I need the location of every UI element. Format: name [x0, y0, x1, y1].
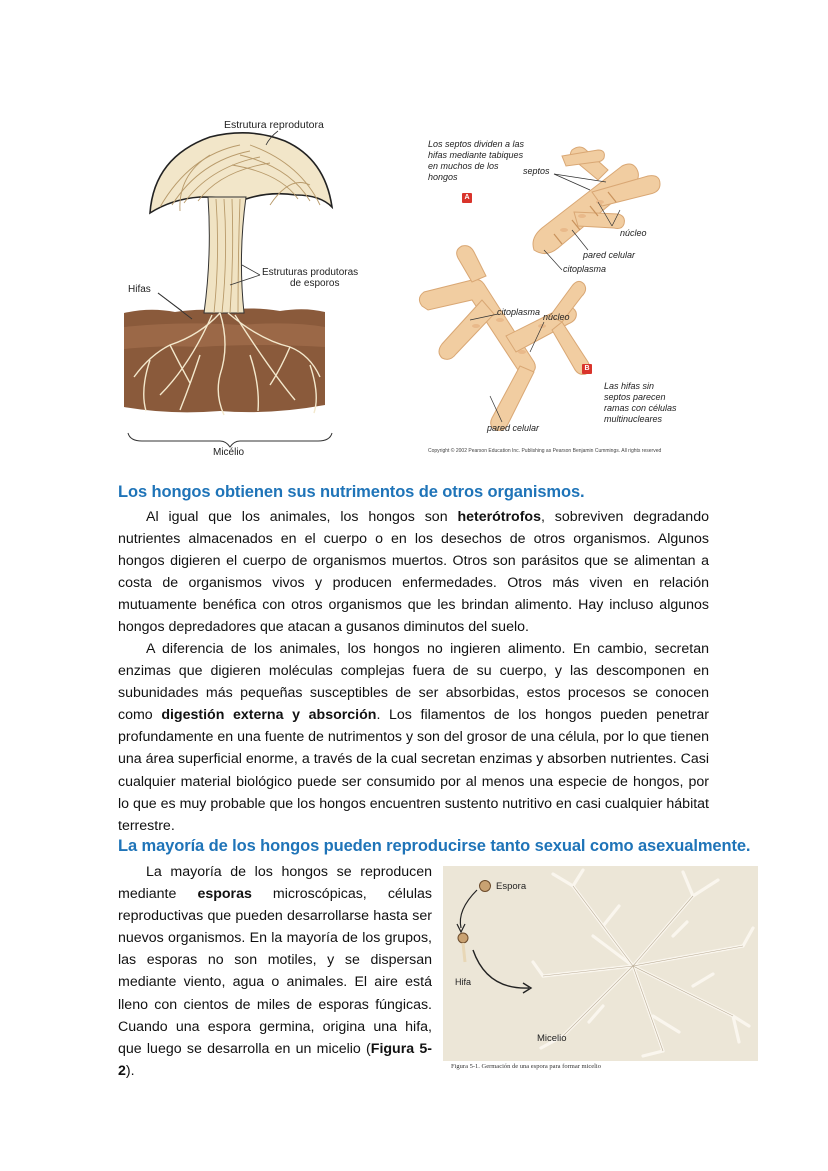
section1-paragraph1: Al igual que los animales, los hongos son heterótrofos, sobreviven degradando nutrientes almacenados en el cuerpo o en los desechos de otros organismos. Algunos hongos digieren el cuerpo de organismos muertos. Otros son parásitos que se alimentan a costa de organismos vivos y producen enfermedades. Otros más viven en relación mutuamente benéfica con otros organismos que les brindan alimento. Hay incluso algunos hongos depredadores que atacan a gusanos diminutos del suelo. — [118, 509, 709, 636]
mushroom-diagram — [120, 115, 390, 465]
badge-a: A — [462, 193, 472, 203]
label-hyphae: Hifas — [128, 284, 151, 295]
label-spore: Espora — [496, 881, 527, 892]
label-nucleus-a: núcleo — [620, 228, 647, 238]
label-cell-wall-b: pared celular — [487, 423, 540, 433]
section2-heading: La mayoría de los hongos pueden reproducirse tanto sexual como asexualmente. — [118, 837, 751, 855]
figure-caption: Figura 5-1. Germación de una espora para formar micelio — [451, 1063, 601, 1070]
term-spores: esporas — [197, 886, 252, 903]
label-septa: septos — [523, 166, 550, 176]
label-mycelium: Micélio — [213, 447, 245, 458]
label-hypha: Hifa — [455, 977, 472, 987]
label-spore-structures-2: de esporos — [290, 278, 340, 289]
term-external-digestion: digestión externa y absorción — [161, 707, 377, 724]
copyright-note: Copyright © 2002 Pearson Education Inc. Publishing as Pearson Benjamin Cummings. All rights reserved — [428, 448, 662, 454]
label-spore-structures-1: Estruturas produtoras — [262, 267, 359, 278]
section1-heading: Los hongos obtienen sus nutrimentos de otros organismos. — [118, 483, 585, 501]
germination-diagram — [443, 866, 758, 1061]
label-mycelium-fig3: Micelio — [537, 1033, 567, 1044]
no-septa-note: Las hifas sin septos parecen ramas con células multinucleares — [604, 381, 677, 424]
figure-reference: Figura 5-2 — [118, 1040, 432, 1079]
label-nucleus-b: núcleo — [543, 312, 570, 322]
term-heterotrophs: heterótrofos — [457, 509, 541, 525]
badge-b: B — [582, 364, 592, 374]
label-cytoplasm-a: citoplasma — [563, 264, 607, 274]
label-reproductive-structure: Estrutura reprodutora — [224, 119, 324, 131]
septa-note: Los septos dividen a las hifas mediante tabiques en muchos de los hongos — [428, 139, 525, 182]
section1-paragraph2: A diferencia de los animales, los hongos no ingieren alimento. En cambio, secretan enzimas que digieren moléculas complejas fuera de su cuerpo, y las descomponen en subunidades más pequeñas susceptibles de ser absorbidas, estos procesos se conocen como digestión externa y absorción. Los filamentos de los hongos pueden penetrar profundamente en una fuente de nutrimentos y son del grosor de una célula, por lo que tienen una área superficial enorme, a través de la cual secretan enzimas y absorben nutrientes. Casi cualquier material biológico puede ser consumido por al menos una especie de hongos, por lo que es muy probable que los hongos encuentren sustento nutritivo en casi cualquier hábitat terrestre. — [118, 641, 710, 834]
label-cell-wall-a: pared celular — [583, 250, 636, 260]
section2-paragraph: La mayoría de los hongos se reproducen mediante esporas microscópicas, células reproductivas que pueden desarrollarse hasta ser nuevos organismos. En la mayoría de los grupos, las esporas no son motiles, y se dispersan mediante viento, agua o animales. El aire está lleno con cientos de miles de esporas fúngicas. Cuando una espora germina, origina una hifa, que luego se desarrolla en un micelio (Figura 5-2). — [118, 864, 432, 1079]
label-cytoplasm-b: citoplasma — [497, 307, 541, 317]
